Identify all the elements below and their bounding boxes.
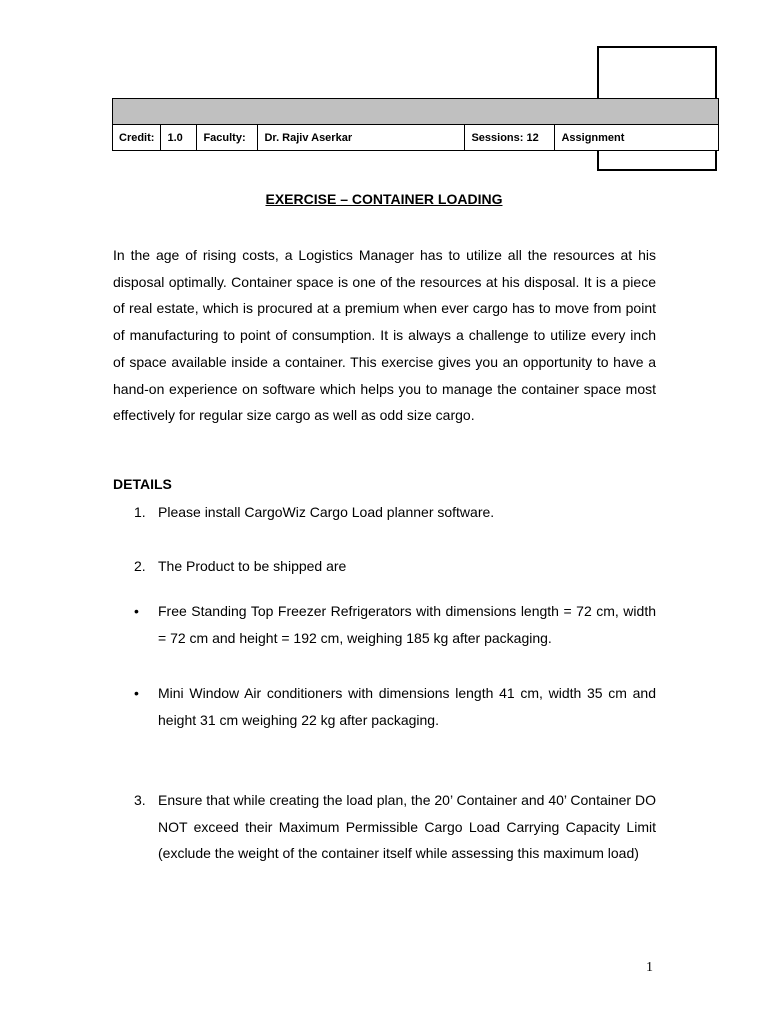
header-info-row — [113, 125, 719, 151]
header-gray-cell — [113, 99, 719, 125]
list-item — [113, 680, 656, 733]
list-item — [113, 598, 656, 651]
list-item — [113, 499, 656, 526]
list-marker: 3. — [134, 792, 146, 808]
assignment-cell: Assignment — [555, 125, 719, 151]
document-title: EXERCISE – CONTAINER LOADING — [265, 191, 503, 207]
credit-label: Credit: — [113, 125, 161, 151]
list-item-text: Ensure that while creating the load plan, the 20’ Container and 40’ Container DO NOT exceed their Maximum Permissible Cargo Load Carrying Capacity Limit (exclude the weight of the container itself while assessing this maximum load) — [158, 792, 656, 862]
list-item-text: Mini Window Air conditioners with dimensions length 41 cm, width 35 cm and height 31 cm weighing 22 kg after packaging. — [158, 685, 656, 728]
list-marker: 1. — [134, 504, 146, 520]
faculty-value: Dr. Rajiv Aserkar — [258, 125, 465, 151]
course-header-table — [112, 98, 719, 151]
credit-value: 1.0 — [161, 125, 197, 151]
page-number: 1 — [646, 960, 653, 975]
bullet-marker: • — [134, 685, 139, 701]
list-item — [113, 787, 656, 867]
header-gray-row — [113, 99, 719, 125]
sessions-cell: Sessions: 12 — [465, 125, 555, 151]
list-marker: 2. — [134, 558, 146, 574]
details-heading: DETAILS — [113, 476, 172, 492]
list-item — [113, 553, 656, 580]
list-item-text: Please install CargoWiz Cargo Load planner software. — [158, 504, 495, 520]
bullet-marker: • — [134, 603, 139, 619]
faculty-label: Faculty: — [197, 125, 258, 151]
list-item-text: Free Standing Top Freezer Refrigerators with dimensions length = 72 cm, width = 72 cm and height = 192 cm, weighing 185 kg after packaging. — [158, 603, 656, 646]
intro-paragraph: In the age of rising costs, a Logistics Manager has to utilize all the resources at his disposal optimally. Container space is one of the resources at his disposal. It is a piece of real estate, which is procured at a premium when ever cargo has to move from point of manufacturing to point of consumption. It is always a challenge to utilize every inch of space available inside a container. This exercise gives you an opportunity to have a hand-on experience on software which helps you to manage the container space most effectively for regular size cargo as well as odd size cargo. — [113, 247, 656, 424]
list-item-text: The Product to be shipped are — [158, 558, 347, 574]
